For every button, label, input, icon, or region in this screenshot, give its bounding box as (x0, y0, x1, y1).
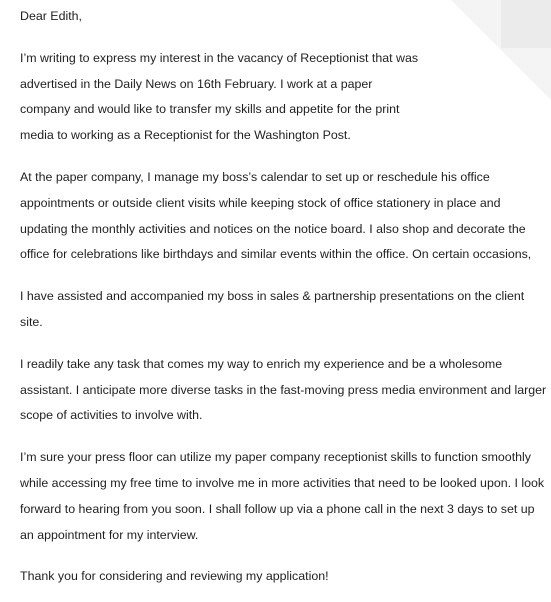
paragraph-5 (20, 445, 545, 548)
letter-body (20, 4, 547, 590)
text-line: company and would like to transfer my skills and appetite for the print (20, 102, 400, 117)
text-line: I’m sure your press floor can utilize my paper company receptionist skills to function smoothly (20, 450, 531, 465)
paragraph-3 (20, 284, 525, 336)
text-line: I’m writing to express my interest in the vacancy of Receptionist that was (20, 50, 419, 65)
text-line: At the paper company, I manage my boss’s calendar to set up or reschedule his office (20, 169, 490, 184)
text-line: an appointment for my interview. (20, 527, 199, 542)
text-line: advertised in the Daily News on 16th February. I work at a paper (20, 76, 373, 91)
text-line: site. (20, 314, 43, 329)
text-line: scope of activities to involve with. (20, 408, 203, 423)
text-line: forward to hearing from you soon. I shall follow up via a phone call in the next 3 days to set up (20, 501, 535, 516)
closing: Thank you for considering and reviewing my application! (20, 569, 329, 584)
text-line: I have assisted and accompanied my boss in sales & partnership presentations on the client (20, 289, 525, 304)
text-line: while accessing my free time to involve me in more activities that need to be looked upon. I look (20, 475, 545, 490)
text-line: assistant. I anticipate more diverse tasks in the fast-moving press media environment and larger (20, 382, 547, 397)
paragraph-4 (20, 352, 547, 429)
text-line: updating the monthly activities and notices on the notice board. I also shop and decorate the (20, 221, 526, 236)
paragraph-1 (20, 46, 525, 149)
text-line: media to working as a Receptionist for the Washington Post. (20, 128, 351, 143)
text-line: office for celebrations like birthdays and similar events within the office. On certain occasions, (20, 247, 532, 262)
paragraph-2 (20, 165, 532, 268)
text-line: appointments or outside client visits while keeping stock of office stationery in place and (20, 195, 501, 210)
salutation: Dear Edith, (20, 9, 82, 23)
text-line: I readily take any task that comes my way to enrich my experience and be a wholesome (20, 356, 503, 371)
